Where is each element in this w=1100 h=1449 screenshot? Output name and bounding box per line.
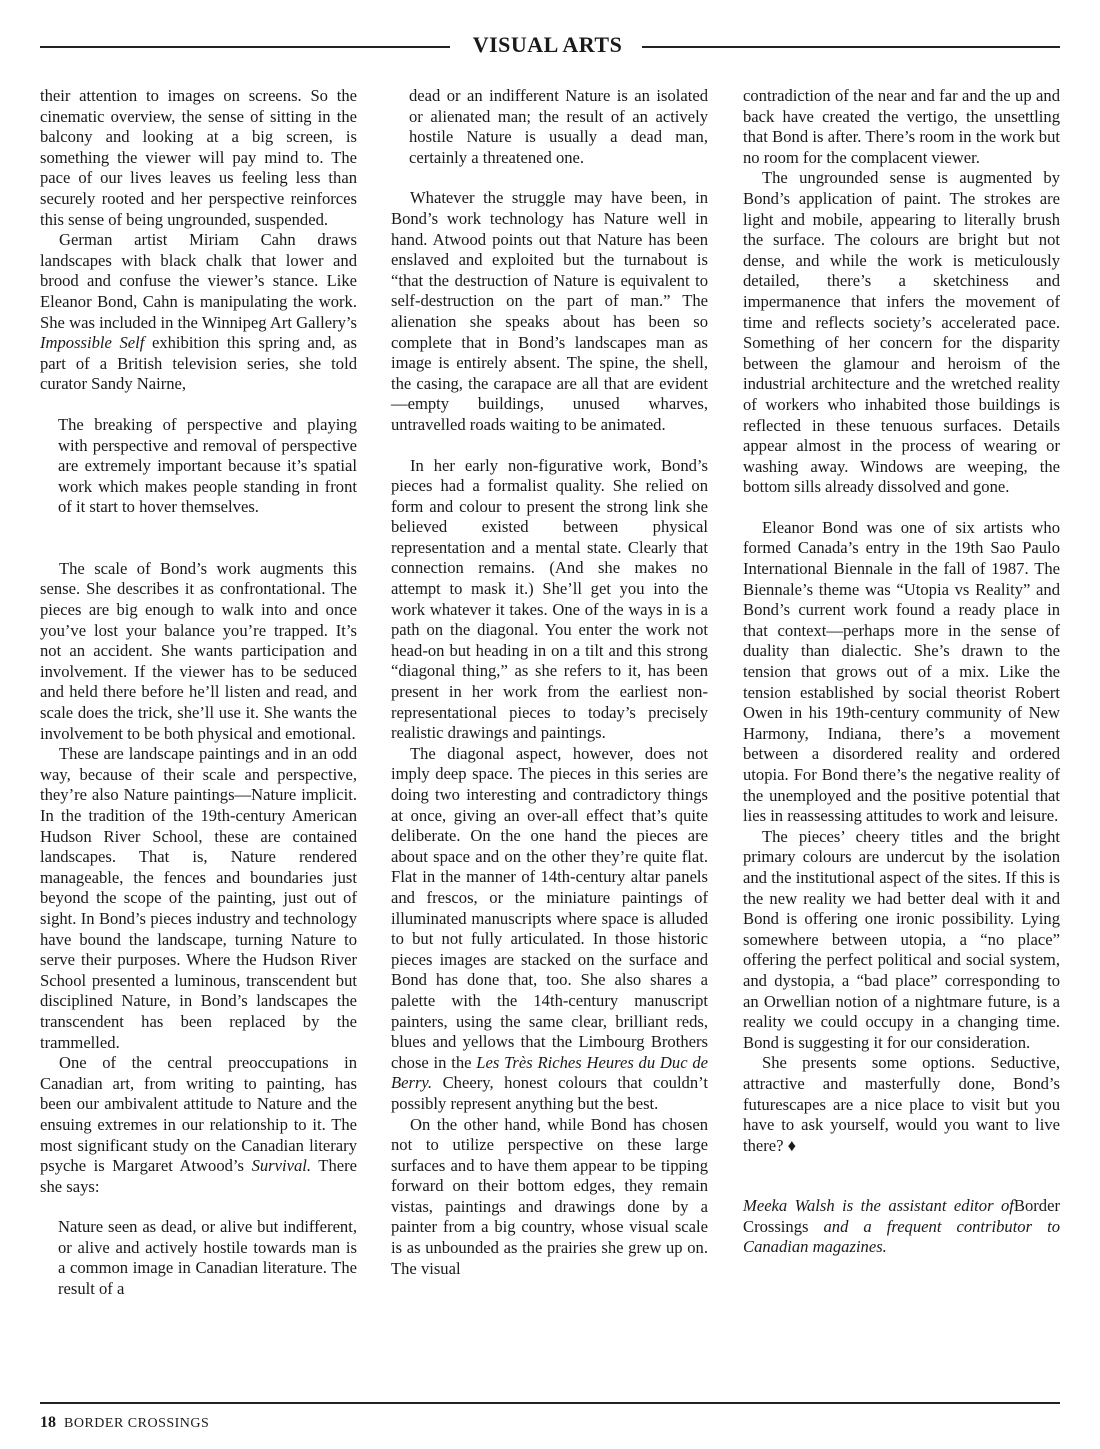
- paragraph: The ungrounded sense is augmented by Bond’s application of paint. The strokes are light and mobile, appearing to literally brush the surface. The colours are bright but not dense, and while the work is meticulously detailed, there’s a sketchiness and impermanence that infers the movement of time and reflects society’s accelerated pace. Something of her concern for the disparity between the glamour and heroism of the industrial architecture and the wretched reality of workers who inhabited those buildings is reflected in these tenuous surfaces. Details appear almost in the process of wearing or washing away. Windows are weeping, the bottom sills already dissolved and gone.: [743, 168, 1060, 497]
- paragraph: In her early non-figurative work, Bond’s pieces had a formalist quality. She relied on form and colour to present the strong link she believed existed between physical representation and a mental state. Clearly that connection remains. (And she makes no attempt to mask it.) She’ll get you into the work whatever it takes. One of the ways in is a path on the diagonal. You enter the work not head-on but heading in on a tilt and this strong “diagonal thing,” as she refers to it, has been present in her work from the earliest non-representational pieces to today’s precisely realistic drawings and paintings.: [391, 455, 708, 743]
- block-quote: The breaking of perspective and playing with perspective and removal of perspective are extremely important because it’s spatial work which makes people standing in front of it start to hover themselves.: [58, 414, 357, 517]
- spacer: [743, 498, 1060, 518]
- spacer: [743, 1156, 1060, 1176]
- page-number: 18: [40, 1414, 56, 1431]
- book-title: Survival.: [251, 1156, 312, 1176]
- magazine-name: Border Crossings: [743, 1196, 1060, 1236]
- text-run: There she says:: [40, 1156, 357, 1196]
- spacer: [391, 436, 708, 456]
- text-run: One of the central preoccupations in Canadian art, from writing to painting, has been our ambivalent attitude to Nature and the ensuing extremes in our relationship to it. The most significant study on the Canadian literary psyche is Margaret Atwood’s: [40, 1053, 357, 1176]
- header-rule-left: [40, 46, 450, 48]
- section-header: [40, 30, 1060, 60]
- text-run: exhibition this spring and, as part of a British television series, she told curator Sandy Nairne,: [40, 333, 357, 394]
- author-bio: [743, 1196, 1060, 1258]
- text-run: German artist Miriam Cahn draws landscapes with black chalk that lower and brood and confuse the viewer’s stance. Like Eleanor Bond, Cahn is manipulating the work. She was included in the Winnipeg Art Gallery’s: [40, 230, 357, 332]
- spacer: [743, 1176, 1060, 1196]
- text-run: The diagonal aspect, however, does not imply deep space. The pieces in this series are doing two interesting and contradictory things at once, giving an over-all effect that’s quite deliberate. On the one hand the pieces are about space and on the other they’re quite flat. Flat in the manner of 14th-century altar panels and frescos, or the miniature paintings of illuminated manuscripts where space is alluded to but not fully articulated. In those historic pieces images are stacked on the surface and Bond has done that, too. She also shares a palette with the 14th-century manuscript painters, using the same clear, brilliant reds, blues and yellows that the Limbourg Brothers chose in the: [391, 743, 708, 1072]
- folio: [40, 1414, 209, 1432]
- section-title: VISUAL ARTS: [472, 32, 623, 57]
- text-run: Cheery, honest colours that couldn’t possibly represent anything but the best.: [391, 1073, 708, 1113]
- footer-rule: [40, 1402, 1060, 1404]
- paragraph: [40, 230, 357, 395]
- paragraph: On the other hand, while Bond has chosen not to utilize perspective on these large surfaces and to have them appear to be tipping forward on their bottom edges, they remain vistas, paintings and drawings done by a painter from a big country, whose visual scale is as unbounded as the prairies she grew up on. The visual: [391, 1114, 708, 1278]
- manuscript-title: Les Très Riches Heures du Duc de Berry.: [391, 1052, 708, 1093]
- paragraph: their attention to images on screens. So the cinematic overview, the sense of sitting in the balcony and looking at a big screen, is something the viewer will pay mind to. The pace of our lives leaves us feeling less than securely rooted and her perspective reinforces this sense of being ungrounded, suspended.: [40, 86, 357, 229]
- paragraph: Eleanor Bond was one of six artists who formed Canada’s entry in the 19th Sao Paulo International Biennale in the fall of 1987. The Biennale’s theme was “Utopia vs Reality” and Bond’s current work found a ready place in that context—perhaps more in the sense of duality than dialectic. She’s drawn to the tension that grows out of a mix. Like the tension established by social theorist Robert Owen in his 19th-century community of New Harmony, Indiana, there’s a movement between a disordered reality and ordered utopia. For Bond there’s the negative reality of the unemployed and the positive potential that lies in reassessing attitudes to work and leisure.: [743, 517, 1060, 826]
- block-quote: Nature seen as dead, or alive but indifferent, or alive and actively hostile towards man is a common image in Canadian literature. The result of a: [58, 1217, 357, 1299]
- paragraph: contradiction of the near and far and the up and back have created the vertigo, the unsettling that Bond is after. There’s room in the work but no room for the complacent viewer.: [743, 86, 1060, 167]
- paragraph: [391, 744, 708, 1115]
- header-rule-right: [642, 46, 1060, 48]
- text-run: and a frequent contributor to Canadian magazines.: [743, 1216, 1060, 1257]
- spacer: [40, 539, 357, 559]
- block-quote-continued: dead or an indifferent Nature is an isolated or alienated man; the result of an actively hostile Nature is usually a dead man, certainly a threatened one.: [409, 86, 708, 167]
- spacer: [391, 168, 708, 188]
- magazine-name: BORDER CROSSINGS: [64, 1416, 210, 1431]
- paragraph: The pieces’ cheery titles and the bright primary colours are undercut by the isolation and the institutional aspect of the sites. If this is the new reality we had better deal with it and Bond is offering one ironic possibility. Lying somewhere between utopia, a “no place” offering the perfect political and social system, and dystopia, a “bad place” corresponding to an Orwellian notion of a nightmare future, is a reality we could occupy in a changing time. Bond is suggesting it for our consideration.: [743, 826, 1060, 1052]
- paragraph: She presents some options. Seductive, attractive and masterfully done, Bond’s futurescapes are a nice place to visit but you have to ask yourself, would you want to live there? ♦: [743, 1053, 1060, 1155]
- spacer: [40, 518, 357, 539]
- spacer: [40, 1197, 357, 1217]
- paragraph: The scale of Bond’s work augments this sense. She describes it as confrontational. The pieces are big enough to walk into and once you’ve lost your balance you’re trapped. It’s not an accident. She wants participation and involvement. If the viewer has to be seduced and held there before he’ll listen and read, and scale does the trick, she’ll use it. She wants the involvement to be both physical and emotional.: [40, 558, 357, 743]
- column-2: [391, 86, 708, 1279]
- spacer: [40, 395, 357, 415]
- column-3: [743, 86, 1060, 1258]
- text-run: Meeka Walsh is the assistant editor of: [743, 1196, 1014, 1216]
- exhibition-title: Impossible Self: [40, 333, 145, 353]
- paragraph: Whatever the struggle may have been, in Bond’s work technology has Nature well in hand. Atwood points out that Nature has been enslaved and exploited but the turnabout is “that the destruction of Nature is equivalent to self-destruction on the part of man.” The alienation she speaks about has been so complete that in Bond’s landscapes man as image is entirely absent. The spine, the shell, the casing, the carapace are all that are evident—empty buildings, unused wharves, untravelled roads waiting to be animated.: [391, 188, 708, 434]
- column-1: [40, 86, 357, 1300]
- paragraph: [40, 1053, 357, 1197]
- paragraph: These are landscape paintings and in an odd way, because of their scale and perspective, they’re also Nature paintings—Nature implicit. In the tradition of the 19th-century American Hudson River School, these are contained landscapes. That is, Nature rendered manageable, the fences and boundaries just beyond the scope of the painting, just out of sight. In Bond’s pieces industry and technology have bound the landscape, turning Nature to serve their purposes. Where the Hudson River School presented a luminous, transcendent but disciplined Nature, in Bond’s landscapes the transcendent has been replaced by the trammelled.: [40, 744, 357, 1052]
